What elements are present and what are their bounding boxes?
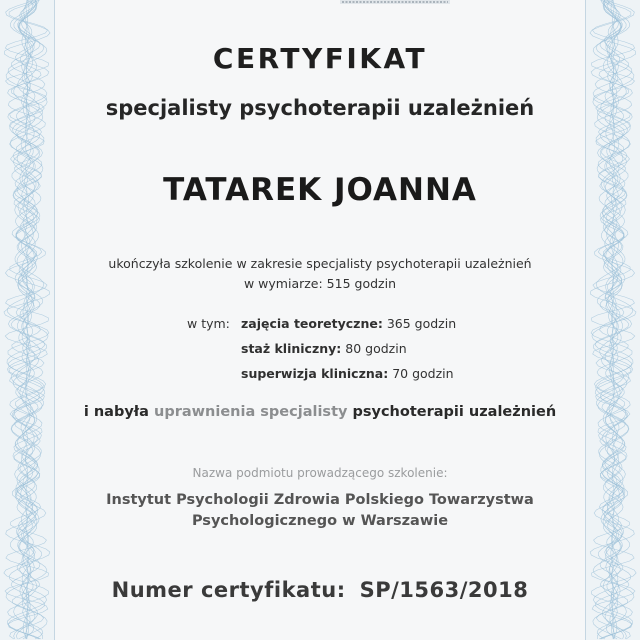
certificate-number [0, 578, 640, 602]
breakdown-row-supervision [187, 366, 456, 391]
breakdown-value: 70 godzin [392, 366, 454, 381]
breakdown-row-theory [187, 316, 456, 341]
organizer-name-line-1: Instytut Psychologii Zdrowia Polskiego Towarzystwa [106, 492, 534, 508]
organizer-caption: Nazwa podmiotu prowadzącego szkolenie: [192, 466, 448, 480]
organizer-name-line-2: Psychologicznego w Warszawie [191, 513, 449, 529]
top-microprint-strip [340, 0, 450, 6]
breakdown-label: staż kliniczny: [241, 341, 342, 356]
qualification-statement [0, 404, 640, 420]
breakdown-value: 80 godzin [345, 341, 407, 356]
breakdown-prefix: w tym: [187, 316, 230, 331]
completion-statement: ukończyła szkolenie w zakresie specjalisty psychoterapii uzależnień [108, 256, 532, 271]
breakdown-label: superwizja kliniczna: [241, 366, 389, 381]
certificate-subtitle: specjalisty psychoterapii uzależnień [105, 96, 535, 120]
breakdown-row-clinical-internship [187, 341, 456, 366]
certificate-number-value: SP/1563/2018 [359, 578, 529, 602]
breakdown-value: 365 godzin [386, 316, 457, 331]
hours-breakdown [187, 316, 456, 391]
recipient-name: TATAREK JOANNA [163, 172, 477, 208]
breakdown-label: zajęcia teoretyczne: [241, 316, 383, 331]
qualification-part-3: psychoterapii uzależnień [352, 404, 557, 420]
qualification-part-2: uprawnienia specjalisty [154, 404, 353, 420]
certificate-title: CERTYFIKAT [212, 42, 428, 75]
certificate-number-label: Numer certyfikatu: [111, 578, 346, 602]
training-scope: w wymiarze: 515 godzin [243, 276, 396, 291]
qualification-part-1: i nabyła [83, 404, 155, 420]
